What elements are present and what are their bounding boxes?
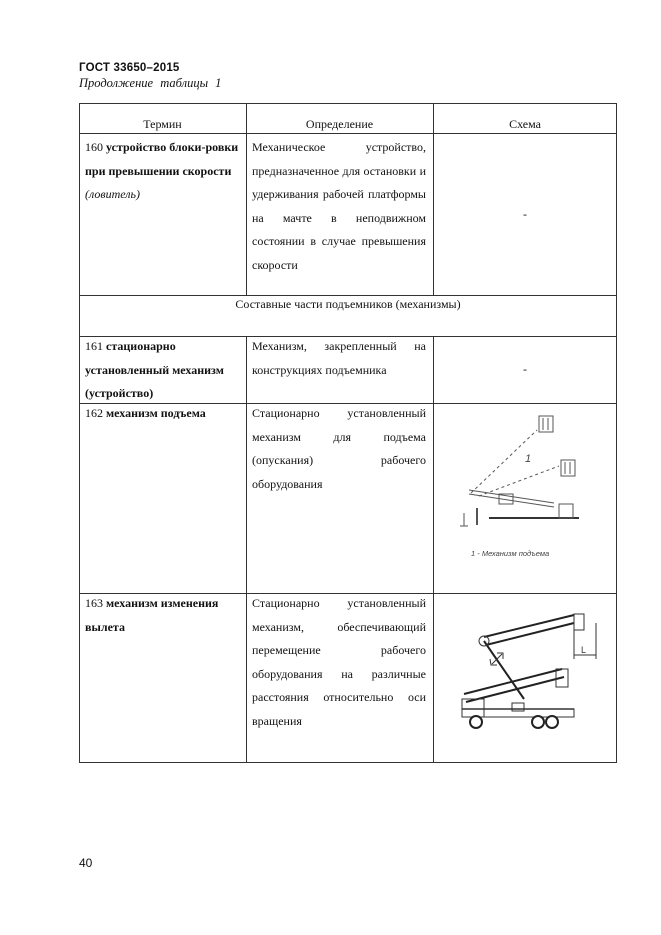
column-divider-2b [433, 336, 434, 763]
term-name: механизм подъема [106, 406, 206, 420]
dimension-label: L [581, 645, 587, 655]
table-border-top [79, 103, 617, 104]
term-name: стационарно установленный механизм (устройство) [85, 339, 224, 400]
term-number: 161 [85, 339, 103, 353]
term-number: 162 [85, 406, 103, 420]
terms-table [79, 103, 617, 763]
column-header-term: Термин [143, 117, 182, 131]
definition-161: Механизм, закрепленный на конструкциях подъемника [252, 339, 426, 377]
figure-caption: 1 - Механизм подъема [471, 549, 550, 558]
scheme-161-dash: - [523, 362, 527, 376]
column-header-definition: Определение [305, 117, 374, 131]
column-header-scheme: Схема [509, 117, 541, 131]
lifting-mechanism-figure [459, 408, 599, 563]
figure-callout-label: 1 [525, 453, 532, 465]
table-border-right [616, 103, 617, 763]
term-160 [85, 136, 245, 207]
table-border-left [79, 103, 80, 763]
term-name: механизм изменения вылета [85, 596, 219, 634]
term-synonym: (ловитель) [85, 187, 140, 201]
definition-163: Стационарно установленный механизм, обеспечивающий перемещение рабочего оборудования на различные расстояния относительно оси вращения [252, 596, 426, 728]
term-name: устройство блоки-ровки при превышении скорости [85, 140, 239, 178]
page-number: 40 [79, 856, 93, 870]
term-number: 163 [85, 596, 103, 610]
definition-160: Механическое устройство, предназначенное для остановки и удерживания рабочей платформы на мачте в неподвижном состоянии в случае превышения скорости [252, 140, 426, 272]
standard-designation: ГОСТ 33650–2015 [79, 62, 180, 74]
term-number: 160 [85, 140, 103, 154]
column-divider-1b [246, 336, 247, 763]
reach-mechanism-figure [454, 609, 604, 739]
scheme-160-dash: - [523, 207, 527, 221]
section-heading: Составные части подъемников (механизмы) [235, 297, 461, 311]
definition-162: Стационарно установленный механизм для подъема (опускания) рабочего оборудования [252, 406, 426, 491]
term-162 [85, 402, 245, 426]
table-continuation-label: Продолжение таблицы 1 [79, 76, 222, 90]
term-161 [85, 335, 245, 406]
table-border-bottom [79, 762, 617, 763]
term-163 [85, 592, 245, 639]
